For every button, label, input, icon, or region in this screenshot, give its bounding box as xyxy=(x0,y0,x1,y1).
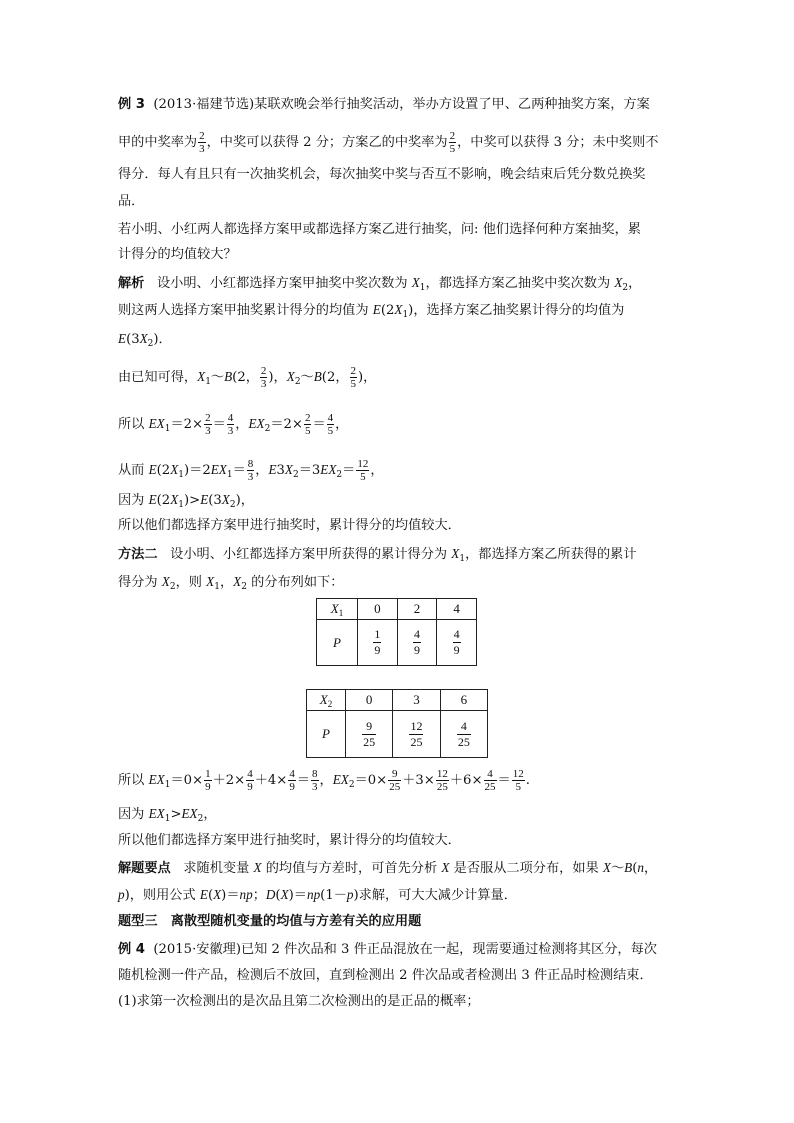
method-2-label: 方法二 xyxy=(118,547,158,562)
method-2-line-5: 所以 $EX_1=0\times$ $\frac{1}{9}$ ＋2× $\frac{4}{9}$ ＋4× $\frac{4}{9}$ ＝ $\frac{8}{3}$ ，$EX_2=0\times$ $\frac{9}{25}$ ＋3× $\frac{12}{25}$ ＋6× $\frac{4}{25}$ ＝ $\frac{12}{5}$ . xyxy=(118,768,530,793)
table-cell: 6 xyxy=(440,690,487,711)
example-3-line-6: 计得分的均值较大？ xyxy=(118,247,237,262)
example-4-line-3: (1)求第一次检测出的是次品且第二次检测出的是正品的概率； xyxy=(118,994,480,1009)
table-cell: $\frac{12}{25}$ xyxy=(393,711,440,758)
example-4-source: (2015·安徽理) xyxy=(153,942,241,957)
table-cell: 3 xyxy=(393,690,440,711)
table-cell: 2 xyxy=(397,599,437,620)
method-2-line-7: 所以他们都选择方案甲进行抽奖时，累计得分的均值较大． xyxy=(118,833,461,848)
example-4-line-2: 随机检测一件产品，检测后不放回，直到检测出 2 件次品或者检测出 3 件正品时检测结束． xyxy=(118,968,653,983)
example-3-line-4: 品． xyxy=(118,194,145,209)
method-2-line-2: 得分为 $X_2$，则 $X_1$，$X_2$ 的分布列如下： xyxy=(118,574,344,592)
solution-line-3: $E(3X_2)$． xyxy=(118,331,172,349)
table-header-cell: P xyxy=(307,711,346,758)
example-3-line-3: 得分．每人有且只有一次抽奖机会，每次抽奖中奖与否互不影响，晚会结束后凭分数兑换奖 xyxy=(118,167,646,182)
key-points-line-2: p)，则用公式 E(X)＝np；D(X)＝np(1－p)求解，可大大减少计算量． xyxy=(118,887,517,903)
example-3-line-1: 例 3 (2013·福建节选)某联欢晚会举行抽奖活动，举办方设置了甲、乙两种抽奖方案，方案 xyxy=(118,97,650,112)
table-cell: $\frac{4}{9}$ xyxy=(437,620,477,666)
table-cell: $\frac{4}{9}$ xyxy=(397,620,437,666)
table-header-cell: $X_1$ xyxy=(317,599,358,620)
fraction: $\frac{2}{3}$ xyxy=(199,130,205,155)
topic-3-heading: 题型三 离散型随机变量的均值与方差有关的应用题 xyxy=(118,914,422,929)
key-points-line-1: 解题要点 求随机变量 X 的均值与方差时，可首先分析 X 是否服从二项分布，如果 X～B(n， xyxy=(118,860,658,876)
example-3-source: (2013·福建节选) xyxy=(153,97,255,112)
table-header-cell: P xyxy=(317,620,358,666)
method-2-line-6: 因为 $EX_1>EX_2$， xyxy=(118,806,217,824)
example-3-line-2: 甲的中奖率为 $\frac{2}{3}$ ，中奖可以获得 2 分；方案乙的中奖率为 $\frac{2}{5}$ ，中奖可以获得 3 分；未中奖则不 xyxy=(118,130,659,155)
key-points-label: 解题要点 xyxy=(118,861,171,876)
table-cell: $\frac{1}{9}$ xyxy=(358,620,398,666)
example-4-label: 例 4 xyxy=(118,942,145,957)
table-cell: $\frac{9}{25}$ xyxy=(346,711,393,758)
solution-line-5: 所以 $EX_1=2\times$ $\frac{2}{3}$ ＝ $\frac{4}{3}$ ，$EX_2=2\times$ $\frac{2}{5}$ ＝ $\frac{4}{5}$ ， xyxy=(118,412,349,437)
example-4-line-1: 例 4 (2015·安徽理)已知 2 件次品和 3 件正品混放在一起，现需要通过检测将其区分，每次 xyxy=(118,942,657,957)
table-cell: 4 xyxy=(437,599,477,620)
solution-label: 解析 xyxy=(118,276,145,291)
solution-line-6: 从而 $E(2X_1)=2EX_1=$ $\frac{8}{3}$ ，$E3X_2=3EX_2=$ $\frac{12}{5}$ ， xyxy=(118,458,384,483)
solution-line-2: 则这两人选择方案甲抽奖累计得分的均值为 $E(2X_1)$，选择方案乙抽奖累计得分的均值为 xyxy=(118,302,625,320)
solution-line-8: 所以他们都选择方案甲进行抽奖时，累计得分的均值较大． xyxy=(118,518,461,533)
table-cell: 0 xyxy=(346,690,393,711)
fraction: $\frac{2}{5}$ xyxy=(449,130,456,155)
example-3-line-5: 若小明、小红两人都选择方案甲或都选择方案乙进行抽奖，问: 他们选择何种方案抽奖，累 xyxy=(118,222,641,237)
example-3-label: 例 3 xyxy=(118,97,145,112)
method-2-line-1: 方法二 设小明、小红都选择方案甲所获得的累计得分为 $X_1$，都选择方案乙所获得的累计 xyxy=(118,546,637,564)
table-cell: 0 xyxy=(358,599,398,620)
table-cell: $\frac{4}{25}$ xyxy=(440,711,487,758)
solution-line-7: 因为 $E(2X_1)>E(3X_2)$， xyxy=(118,492,254,510)
distribution-table-x2 xyxy=(306,689,488,758)
solution-line-4: 由已知可得，$X_1\sim B(2$， $\frac{2}{3}$ )，$X_2\sim B(2$， $\frac{2}{5}$ )， xyxy=(118,365,377,390)
solution-line-1: 解析 设小明、小红都选择方案甲抽奖中奖次数为 $X_1$，都选择方案乙抽奖中奖次数为 $X_2$， xyxy=(118,275,642,293)
table-header-cell: $X_2$ xyxy=(307,690,346,711)
distribution-table-x1 xyxy=(316,598,477,666)
